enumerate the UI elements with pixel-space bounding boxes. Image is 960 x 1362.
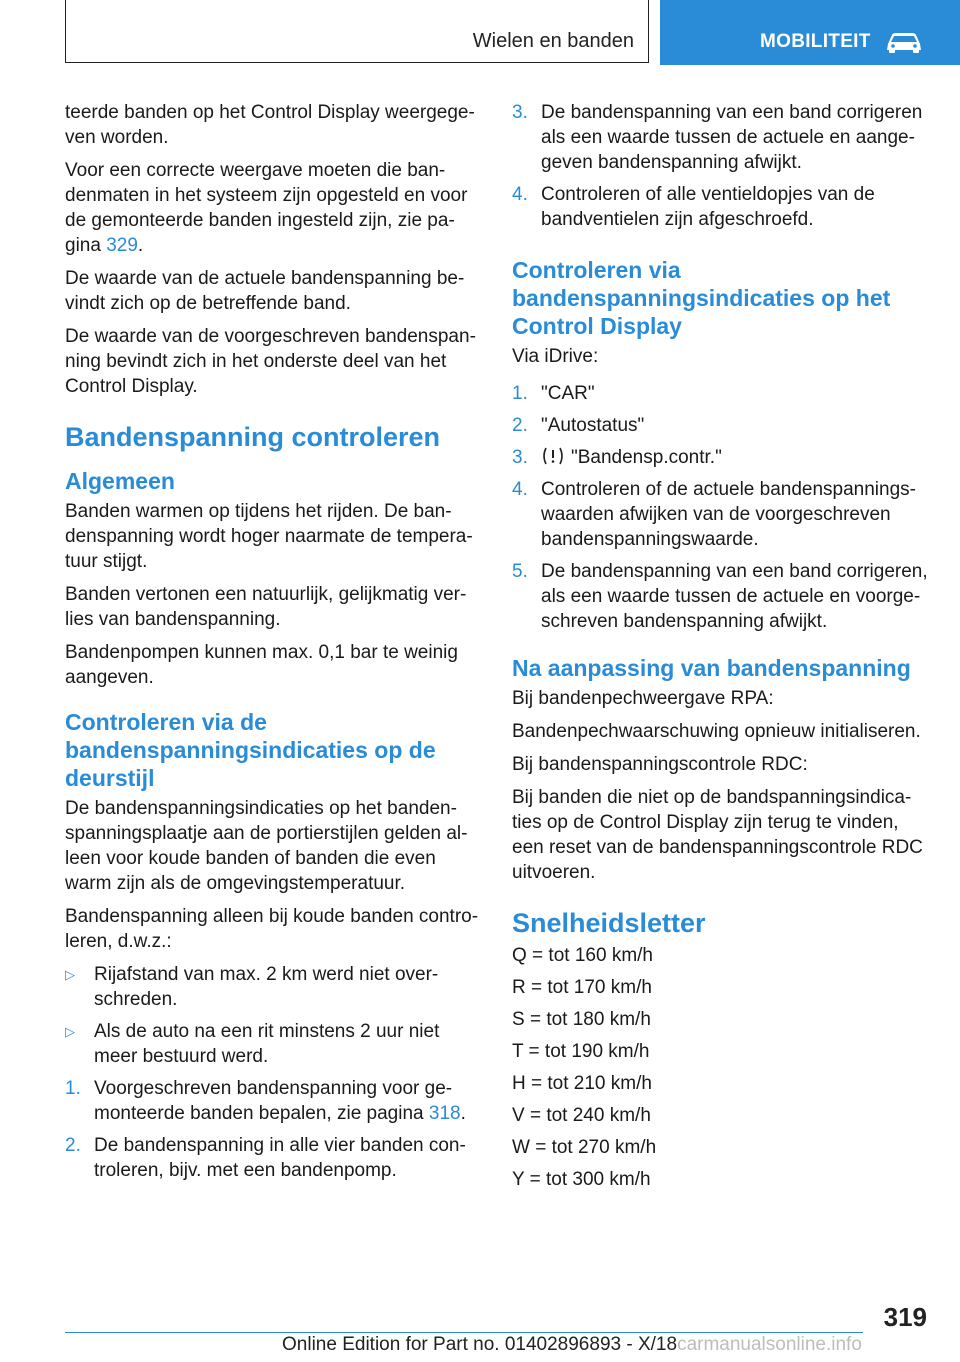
page-link[interactable]: 329: [106, 235, 138, 256]
paragraph: Bandenpechwaarschuwing opnieuw initialiseren.: [512, 721, 921, 742]
step-number: 5.: [512, 561, 528, 582]
section-title: Wielen en banden: [472, 30, 634, 52]
list-item-text: "CAR": [541, 383, 595, 404]
list-item: [512, 559, 932, 634]
paragraph: De waarde van de actuele bandenspanning bevindt zich op de betreffende band.: [65, 268, 465, 314]
speed-rating-item: S = tot 180 km/h: [512, 1009, 651, 1030]
heading-after-adjustment: Na aanpassing van bandenspanning: [512, 655, 911, 681]
edition-text: Online Edition for Part no. 01402896893 - X/18: [282, 1334, 678, 1355]
step-number: 3.: [512, 447, 528, 468]
step-number: 4.: [512, 479, 528, 500]
speed-rating-item: Y = tot 300 km/h: [512, 1169, 651, 1190]
heading-check-pressure: Bandenspanning controleren: [65, 422, 441, 452]
chapter-title: MOBILITEIT: [760, 31, 871, 52]
speed-rating-item: W = tot 270 km/h: [512, 1137, 657, 1158]
speed-rating-item: R = tot 170 km/h: [512, 977, 652, 998]
list-item-text: Als de auto na een rit minstens 2 uur niet meer bestuurd werd.: [94, 1021, 440, 1067]
list-item: [512, 445, 932, 470]
list-item-text: "Autostatus": [541, 415, 645, 436]
paragraph: Bij bandenpechweergave RPA:: [512, 688, 774, 709]
condition-list: [65, 962, 480, 1069]
list-item-text: Voorgeschreven bandenspanning voor gemonteerde banden bepalen, zie pagina: [94, 1078, 453, 1124]
list-item-text: Controleren of de actuele bandenspanningswaarden afwijken van de voorgeschreven bandenspanningswaarde.: [541, 479, 916, 550]
list-item-text: De bandenspanning in alle vier banden controleren, bijv. met een bandenpomp.: [94, 1135, 466, 1181]
paragraph: Via iDrive:: [512, 346, 599, 367]
triangle-bullet-icon: ▷: [65, 1024, 75, 1039]
left-column: [65, 100, 480, 1190]
list-item: [512, 477, 932, 552]
list-item: [512, 381, 932, 406]
step-number: 4.: [512, 184, 528, 205]
list-item: [512, 413, 932, 438]
speed-rating-item: H = tot 210 km/h: [512, 1073, 652, 1094]
car-icon: [884, 30, 924, 54]
page-header: [0, 0, 960, 66]
paragraph: De waarde van de voorgeschreven bandenspanning bevindt zich in het onderste deel van het Control Display.: [65, 326, 476, 397]
paragraph: Banden vertonen een natuurlijk, gelijkmatig verlies van bandenspanning.: [65, 584, 467, 630]
list-item-text: Controleren of alle ventieldopjes van de bandventielen zijn afgeschroefd.: [541, 184, 875, 230]
heading-door-pillar: Controleren via de bandenspanningsindicaties op de deurstijl: [65, 709, 436, 791]
page-link[interactable]: 318: [428, 1103, 461, 1124]
triangle-bullet-icon: ▷: [65, 967, 75, 982]
text: Voor een correcte weergave moeten die bandenmaten in het systeem zijn opgesteld en voor de gemonteerde banden ingesteld zijn, zie pagina: [65, 160, 468, 256]
paragraph: De bandenspanningsindicaties op het bandenspanningsplaatje aan de portierstijlen gelden alleen voor koude banden of banden die even warm zijn als de omgevingstemperatuur.: [65, 798, 468, 894]
step-number: 2.: [65, 1135, 81, 1156]
list-item-text: Rijafstand van max. 2 km werd niet overschreden.: [94, 964, 439, 1010]
list-item: [65, 1133, 480, 1183]
step-number: 3.: [512, 102, 528, 123]
paragraph: Bij banden die niet op de bandspanningsindicaties op de Control Display zijn terug te vinden, een reset van de bandenspanningscontrole RDC uitvoeren.: [512, 787, 923, 883]
speed-rating-list: [512, 943, 932, 1192]
heading-speed-rating: Snelheidsletter: [512, 908, 706, 938]
text: .: [460, 1103, 466, 1124]
step-number: 2.: [512, 415, 528, 436]
paragraph: Bandenpompen kunnen max. 0,1 bar te weinig aangeven.: [65, 642, 458, 688]
list-item-text: De bandenspanning van een band corrigeren, als een waarde tussen de actuele en voorgeschreven bandenspanning afwijkt.: [541, 561, 928, 632]
paragraph: Bandenspanning alleen bij koude banden controleren, d.w.z.:: [65, 906, 479, 952]
list-item: [65, 1019, 480, 1069]
page-number: 319: [883, 1302, 927, 1332]
right-column: [512, 100, 932, 1199]
heading-general: Algemeen: [65, 468, 175, 494]
list-item: [65, 962, 480, 1012]
paragraph: [65, 158, 480, 258]
list-item: [512, 182, 932, 232]
footer-divider: [65, 1332, 863, 1333]
paragraph: teerde banden op het Control Display weergegeven worden.: [65, 102, 475, 148]
chapter-tab: [660, 0, 960, 65]
idrive-step-list: [512, 381, 932, 634]
speed-rating-item: T = tot 190 km/h: [512, 1041, 650, 1062]
list-item: [65, 1076, 480, 1126]
step-list: [65, 1076, 480, 1183]
text: .: [137, 235, 144, 256]
step-number: 1.: [512, 383, 528, 404]
list-item-text: De bandenspanning van een band corrigeren als een waarde tussen de actuele en aangegeven bandenspanning afwijkt.: [541, 102, 923, 173]
speed-rating-item: Q = tot 160 km/h: [512, 945, 653, 966]
watermark: carmanualsonline.info: [677, 1334, 862, 1355]
step-list: [512, 100, 932, 232]
step-number: 1.: [65, 1078, 81, 1099]
list-item: [512, 100, 932, 175]
section-tab: [65, 0, 649, 63]
list-item-text: "Bandensp.contr.": [571, 447, 722, 468]
paragraph: Bij bandenspanningscontrole RDC:: [512, 754, 808, 775]
paragraph: Banden warmen op tijdens het rijden. De bandenspanning wordt hoger naarmate de temperatuur stijgt.: [65, 501, 473, 572]
footer-edition: [282, 1334, 862, 1356]
heading-control-display: Controleren via bandenspanningsindicaties op het Control Display: [512, 257, 891, 339]
speed-rating-item: V = tot 240 km/h: [512, 1105, 651, 1126]
tire-pressure-warning-icon: [541, 446, 565, 466]
